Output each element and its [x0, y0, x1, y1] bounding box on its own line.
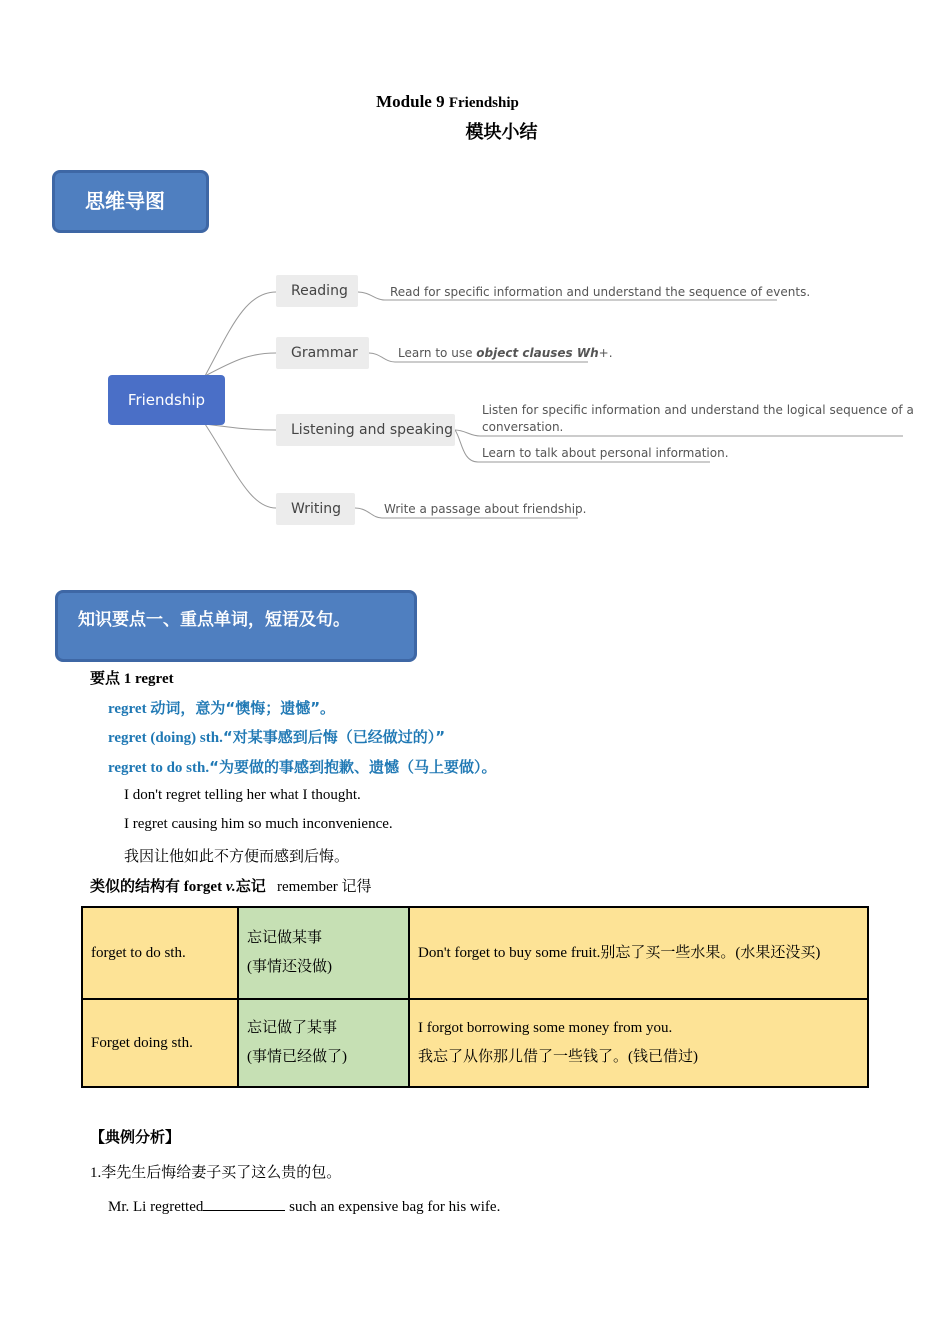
table-cell-meaning: 忘记做了某事 (事情已经做了)	[238, 999, 409, 1087]
table-cell-phrase: Forget doing sth.	[82, 999, 238, 1087]
regret-line-3: regret to do sth.“为要做的事感到抱歉、遗憾（马上要做）。	[108, 758, 497, 776]
forget-table	[81, 906, 869, 1088]
mindmap-connectors	[0, 0, 950, 560]
question-cn: 1.李先生后悔给妻子买了这么贵的包。	[90, 1163, 342, 1181]
knowledge-banner: 知识要点一、重点单词，短语及句。	[55, 590, 417, 662]
mindmap-node-grammar: Grammar	[276, 337, 369, 369]
point-heading: 要点 1 regret	[90, 669, 174, 687]
mindmap-detail-listening-2: conversation.	[482, 420, 564, 434]
question-en: Mr. Li regretted such an expensive bag for his wife.	[108, 1196, 500, 1216]
example-analysis-heading: 【典例分析】	[90, 1128, 181, 1146]
mindmap-node-writing: Writing	[276, 493, 355, 525]
example-sentence-1: I don't regret telling her what I thought.	[124, 787, 361, 803]
module-title: Module 9 Friendship	[376, 92, 519, 111]
mindmap-banner: 思维导图	[52, 170, 209, 233]
mindmap-root-friendship: Friendship	[108, 375, 225, 425]
regret-line-1: regret 动词，意为“懊悔；遗憾”。	[108, 699, 336, 717]
table-cell-example: Don't forget to buy some fruit.别忘了买一些水果。(水果还没买)	[409, 907, 868, 999]
mindmap-node-reading: Reading	[276, 275, 358, 307]
section-title: 模块小结	[465, 122, 538, 143]
table-row	[82, 907, 868, 999]
answer-blank[interactable]	[203, 1196, 285, 1211]
example-sentence-2: I regret causing him so much inconvenience.	[124, 816, 393, 832]
mindmap-detail-reading: Read for specific information and understand the sequence of events.	[390, 285, 811, 299]
mindmap-detail-grammar: Learn to use object clauses Wh+.	[398, 346, 613, 360]
similar-structure: 类似的结构有 forget v.忘记 remember 记得	[90, 877, 372, 895]
table-cell-meaning: 忘记做某事 (事情还没做)	[238, 907, 409, 999]
mindmap-node-listening-speaking: Listening and speaking	[276, 414, 455, 446]
mindmap-detail-writing: Write a passage about friendship.	[384, 502, 587, 516]
example-sentence-cn: 我因让他如此不方便而感到后悔。	[124, 847, 350, 865]
mindmap-detail-speaking: Learn to talk about personal information.	[482, 446, 729, 460]
mindmap-detail-listening-1: Listen for specific information and understand the logical sequence of a	[482, 403, 914, 417]
table-row	[82, 999, 868, 1087]
table-cell-phrase: forget to do sth.	[82, 907, 238, 999]
table-cell-example: I forgot borrowing some money from you. 我忘了从你那儿借了一些钱了。(钱已借过)	[409, 999, 868, 1087]
regret-line-2: regret (doing) sth.“对某事感到后悔（已经做过的）”	[108, 728, 446, 746]
